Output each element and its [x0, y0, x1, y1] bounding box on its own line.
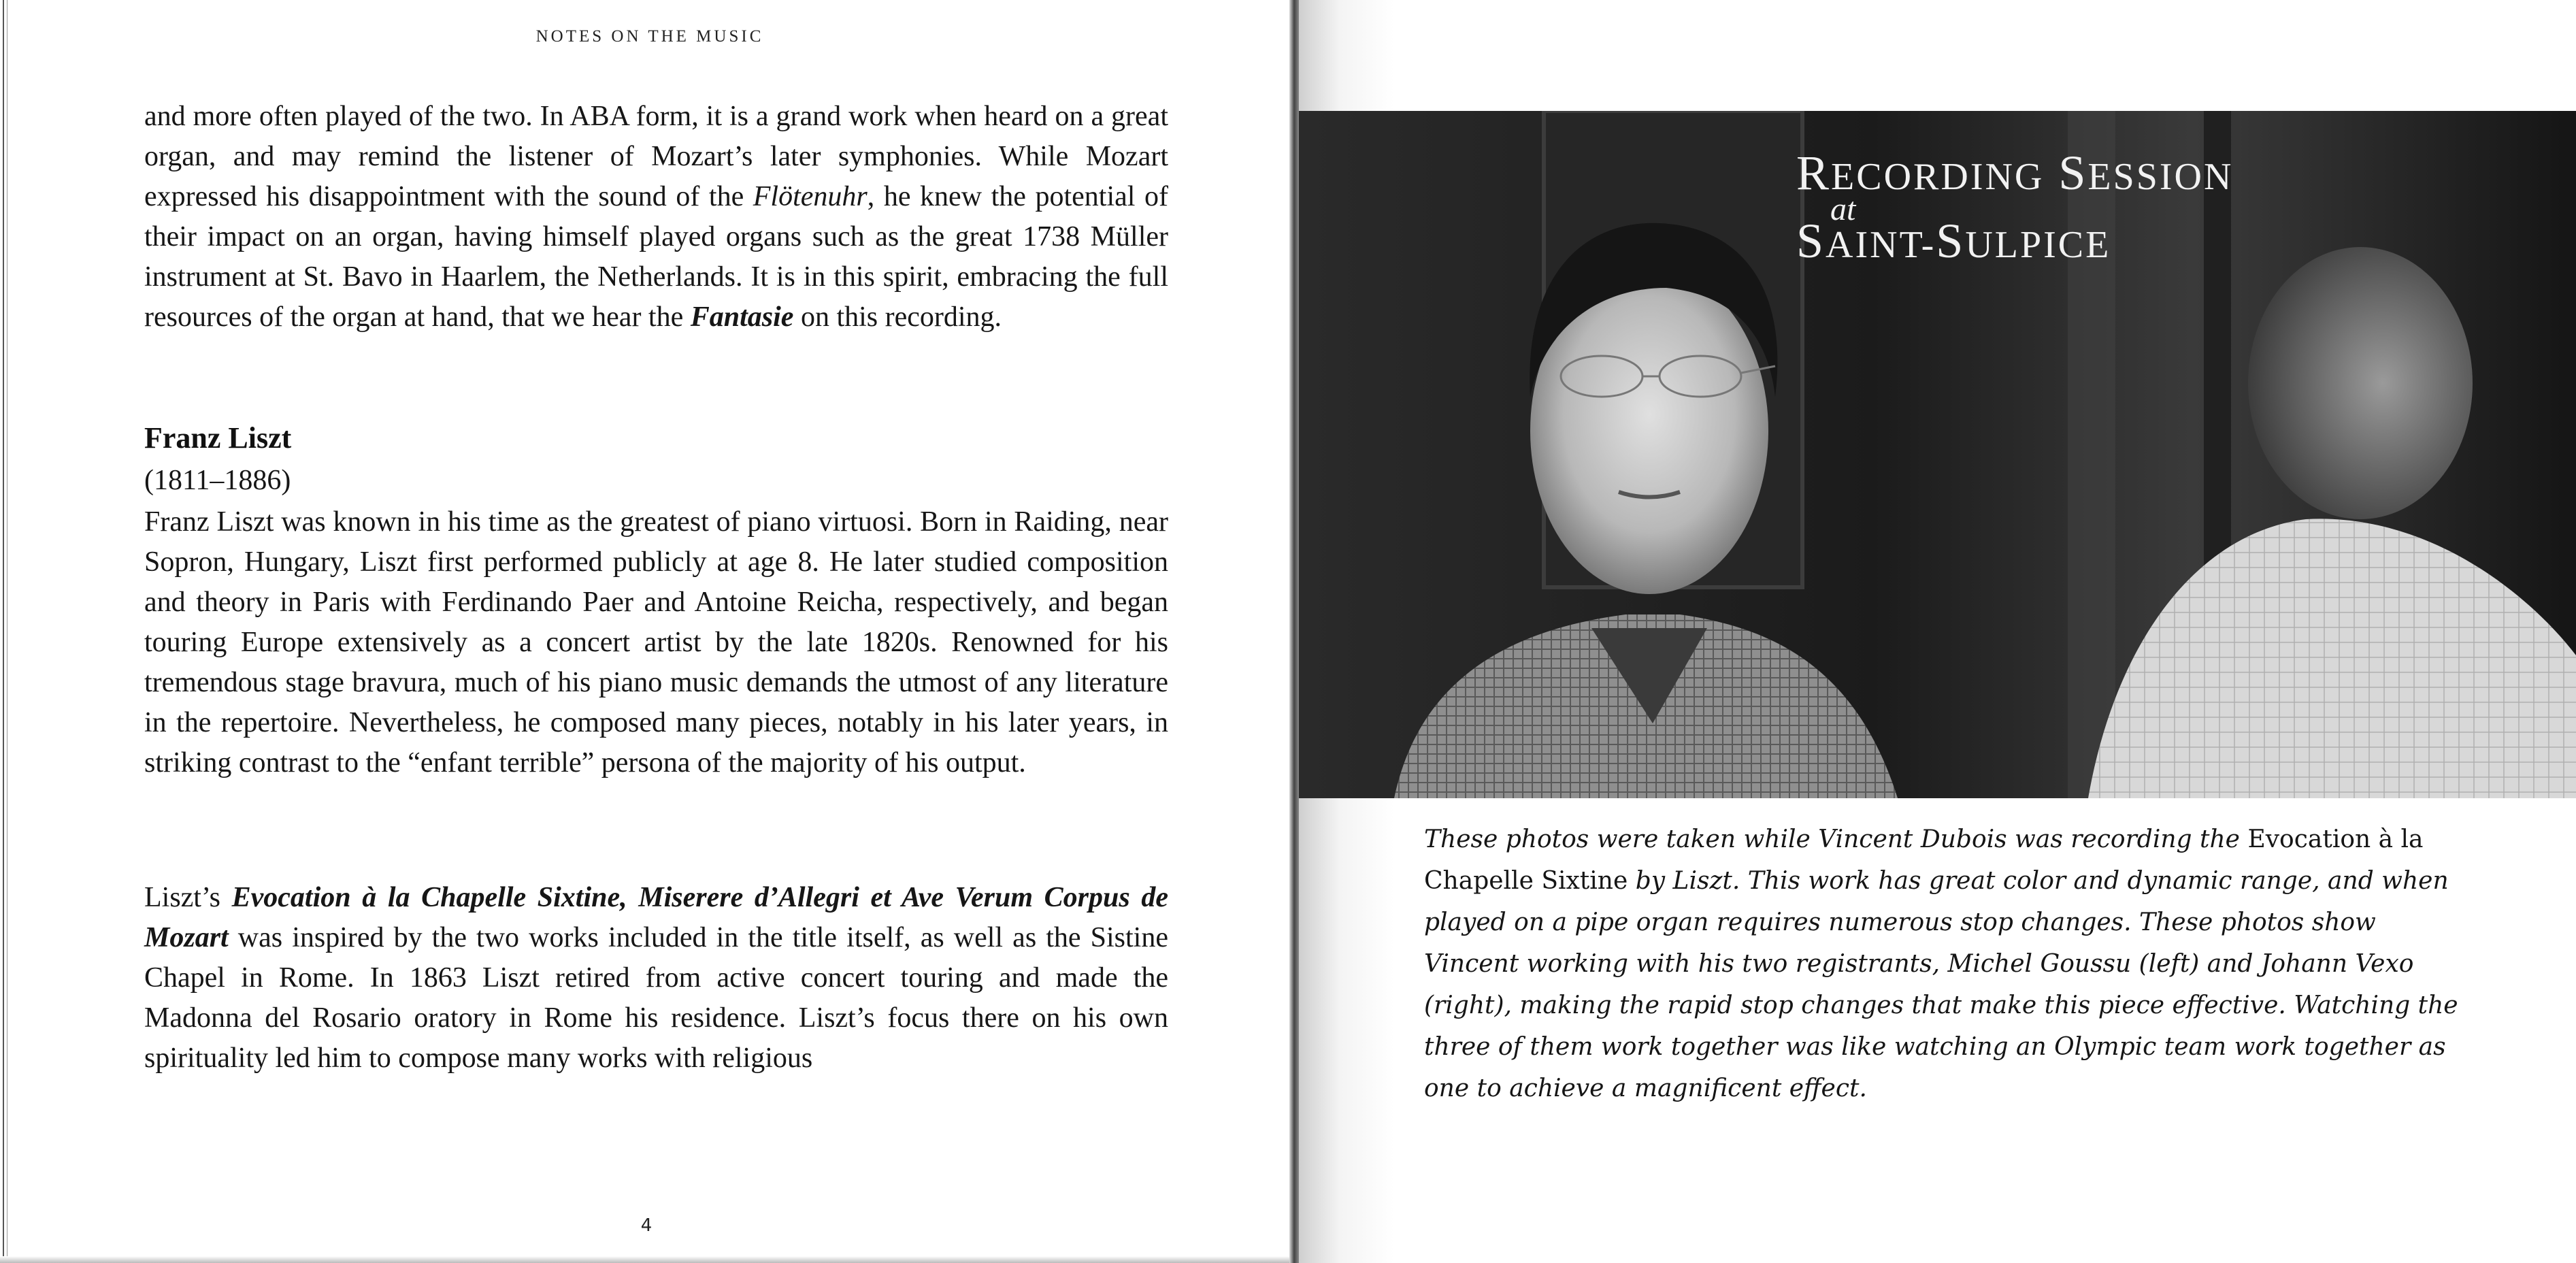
paragraph-text: on this recording. — [793, 301, 1002, 333]
title-initial: S — [2058, 146, 2088, 200]
paragraph-mozart-fantasie — [144, 97, 1168, 338]
title-at: at — [1830, 191, 1856, 227]
title-initial: R — [1796, 146, 1832, 200]
paragraph-text: and more often played of the two. In ABA form, it is a grand work when heard on a great organ, and may remind the listener of Mozart’s later symphonies. While Mozart expressed his disappointment with the sound of the — [144, 101, 1168, 212]
paragraph-liszt-bio — [144, 502, 1168, 783]
book-spine — [1289, 0, 1299, 1263]
composer-dates: (1811–1886) — [144, 465, 291, 496]
title-text: AINT- — [1826, 224, 1936, 266]
title-initial: S — [1936, 214, 1966, 268]
title-line-2 — [1796, 214, 2233, 268]
paragraph-text: Franz Liszt was known in his time as the greatest of piano virtuosi. Born in Raiding, near Sopron, Hungary, Liszt first performed publicly at age 8. He later studied composition and theory in Paris with Ferdinando Paer and Antoine Reicha, respectively, and began touring Europe extensively as a concert artist by the late 1820s. Renowned for his tremendous stage bravura, much of his piano music demands the utmost of any literature in the repertoire. Nevertheless, he composed many pieces, notably in his later years, in striking contrast to the “enfant terrible” persona of the majority of his output. — [144, 506, 1168, 778]
registrant-head — [2248, 247, 2473, 519]
paragraph-text: Liszt’s — [144, 882, 232, 913]
running-head: NOTES ON THE MUSIC — [535, 27, 764, 46]
photo-title — [1796, 146, 2234, 268]
composer-heading: Franz Liszt — [144, 421, 292, 455]
title-text: ESSION — [2087, 156, 2234, 198]
caption-work-title: Evocation à la Chapelle Sixtine — [1424, 825, 2424, 895]
paragraph-text: , he knew the potential of their impact on an organ, having himself played organs such as the great 1738 Müller instrument at St. Bavo in Haarlem, the Netherlands. It is in this spirit, embracing the full resources of the organ at hand, that we hear the — [144, 181, 1168, 333]
work-title-fantasie: Fantasie — [690, 301, 794, 333]
paragraph-liszt-evocation — [144, 878, 1168, 1079]
title-line-1 — [1796, 146, 2233, 200]
work-title-evocation: Evocation à la Chapelle Sixtine, Miserere d’Allegri et Ave Verum Corpus de Mozart — [144, 882, 1168, 953]
title-text: ULPICE — [1965, 224, 2111, 266]
caption-text: These photos were taken while Vincent Dubois was recording the — [1424, 825, 2248, 853]
work-title-flotenuhr: Flötenuhr — [753, 181, 868, 212]
caption-text: by Liszt. This work has great color and dynamic range, and when played on a pipe organ requires numerous stop changes. These photos show Vincent working with his two registrants, Michel Goussu (left) and Johann Vexo (right), making the rapid stop changes that make this piece effective. Watching the three of them work together was like watching an Olympic team work together as one to achieve a magnificent effect. — [1424, 867, 2458, 1102]
title-initial: S — [1796, 214, 1826, 268]
title-text: ECORDING — [1831, 156, 2045, 198]
page-edge — [3, 0, 4, 1263]
paragraph-text: was inspired by the two works included in the title itself, as well as the Sistine Chapel in Rome. In 1863 Liszt retired from active concert touring and made the Madonna del Rosario oratory in Rome his residence. Liszt’s focus there on his own spirituality led him to compose many works with religious — [144, 922, 1168, 1074]
page-number: 4 — [640, 1215, 653, 1236]
page-shadow — [0, 1256, 1289, 1263]
photo-caption — [1424, 819, 2465, 1109]
